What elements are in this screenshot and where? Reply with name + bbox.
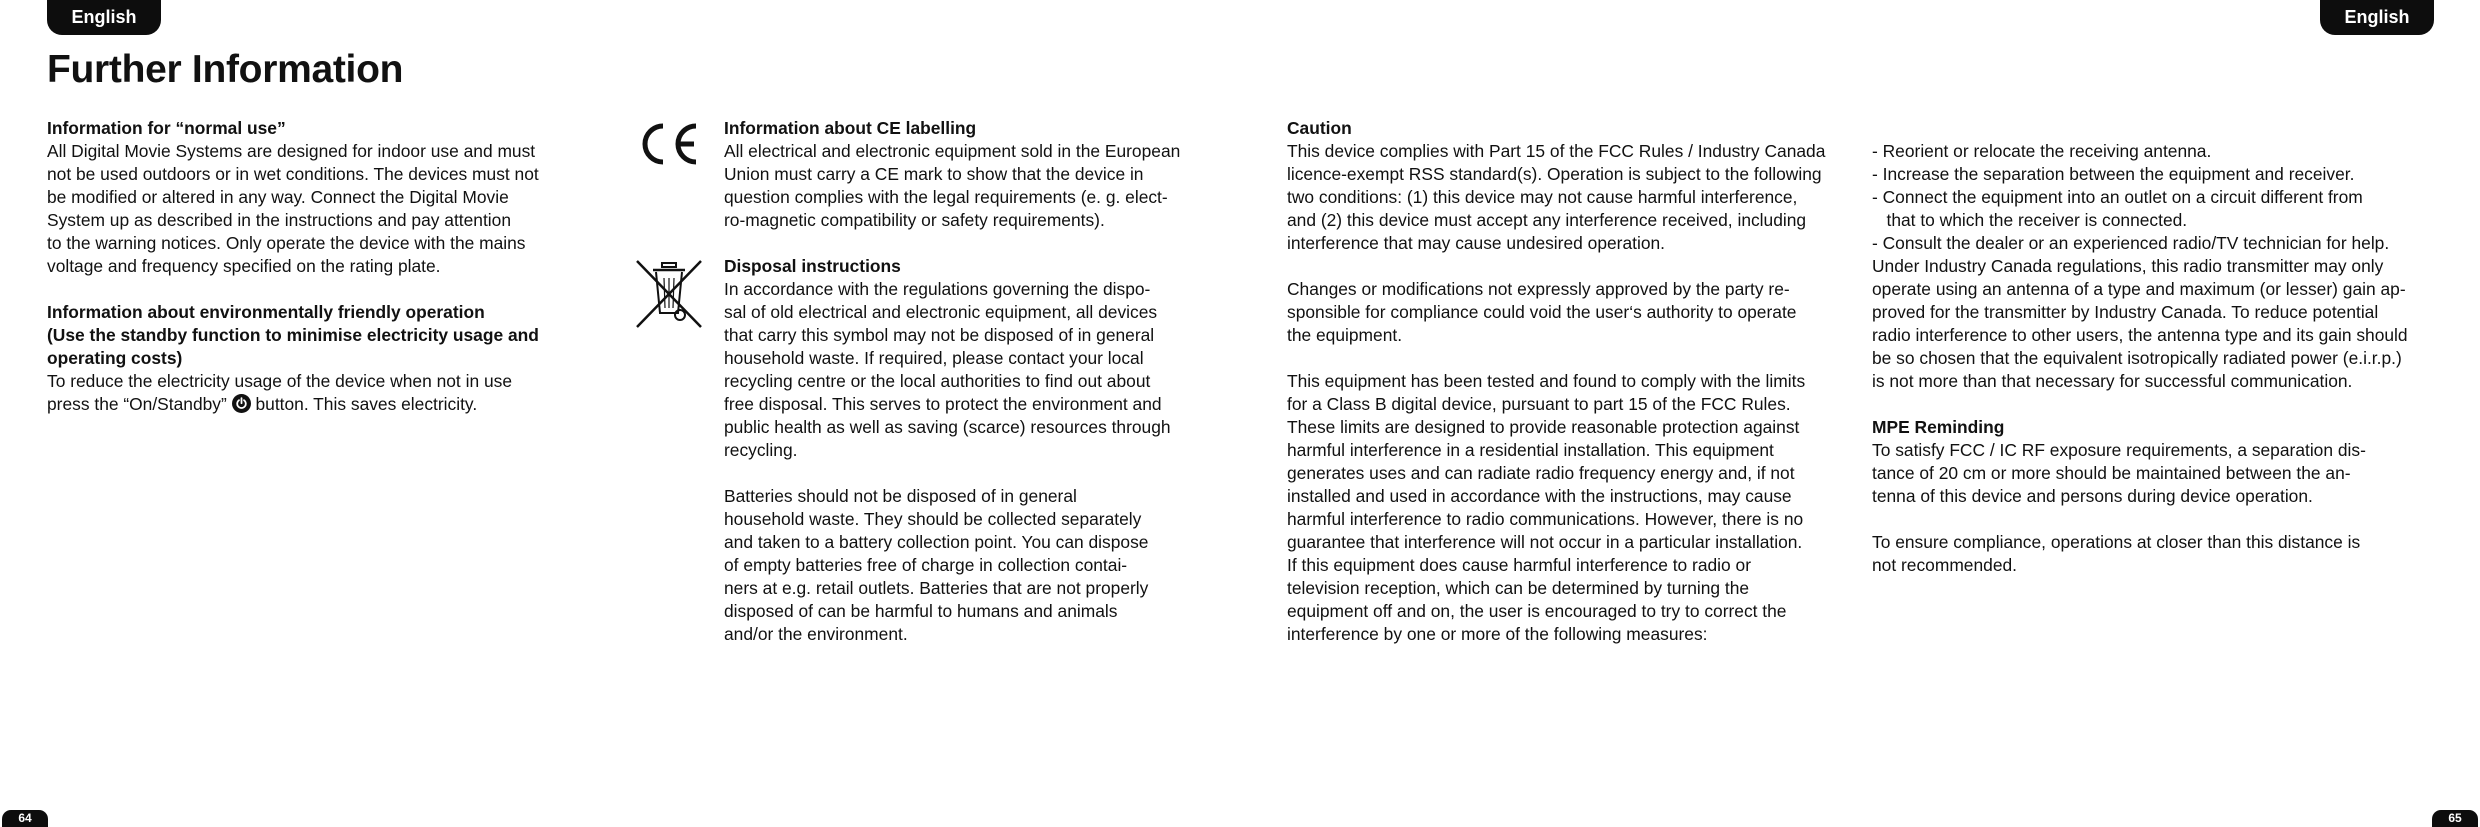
measure-line: - Consult the dealer or an experienced radio/TV technician for help. <box>1872 233 2390 253</box>
normal-use-heading: Information for “normal use” <box>47 118 286 138</box>
disposal-line: free disposal. This serves to protect the environment and <box>724 394 1162 414</box>
caution-line: This device complies with Part 15 of the FCC Rules / Industry Canada <box>1287 141 1826 161</box>
caution-line: licence-exempt RSS standard(s). Operation is subject to the following <box>1287 164 1822 184</box>
tested-line: This equipment has been tested and found to comply with the limits <box>1287 371 1806 391</box>
ce-heading: Information about CE labelling <box>724 118 977 138</box>
measure-line: - Connect the equipment into an outlet on a circuit different from <box>1872 187 2363 207</box>
tested-line: interference by one or more of the following measures: <box>1287 624 1708 644</box>
env-heading-line: (Use the standby function to minimise electricity usage and <box>47 325 539 345</box>
changes-line: sponsible for compliance could void the user‘s authority to operate <box>1287 302 1797 322</box>
canada-line: proved for the transmitter by Industry Canada. To reduce potential <box>1872 302 2379 322</box>
caution-line: interference that may cause undesired operation. <box>1287 233 1665 253</box>
ce-line: Union must carry a CE mark to show that the device in <box>724 164 1144 184</box>
mpe-line: tance of 20 cm or more should be maintained between the an- <box>1872 463 2351 483</box>
env-line-after: button. This saves electricity. <box>255 394 478 414</box>
caution-heading: Caution <box>1287 118 1352 138</box>
normal-use-line: to the warning notices. Only operate the device with the mains <box>47 233 526 253</box>
normal-use-line: All Digital Movie Systems are designed for indoor use and must <box>47 141 536 161</box>
battery-line: and taken to a battery collection point. You can dispose <box>724 532 1149 552</box>
column-normal-use <box>47 117 587 416</box>
canada-line: operate using an antenna of a type and maximum (or lesser) gain ap- <box>1872 279 2406 299</box>
battery-line: and/or the environment. <box>724 624 908 644</box>
disposal-line: In accordance with the regulations governing the dispo- <box>724 279 1151 299</box>
disposal-line: household waste. If required, please contact your local <box>724 348 1144 368</box>
mpe-line: tenna of this device and persons during device operation. <box>1872 486 2313 506</box>
caution-line: two conditions: (1) this device may not cause harmful interference, <box>1287 187 1798 207</box>
tested-line: guarantee that interference will not occur in a particular installation. <box>1287 532 1803 552</box>
env-line-standby <box>47 393 587 416</box>
env-heading-line: operating costs) <box>47 348 183 368</box>
disposal-heading: Disposal instructions <box>724 256 901 276</box>
tested-line: harmful interference in a residential installation. This equipment <box>1287 440 1774 460</box>
tested-line: installed and used in accordance with the instructions, may cause <box>1287 486 1792 506</box>
disposal-line: public health as well as saving (scarce) resources through <box>724 417 1171 437</box>
page-title: Further Information <box>47 48 404 91</box>
power-standby-icon <box>232 394 251 413</box>
disposal-line: recycling centre or the local authorities to find out about <box>724 371 1151 391</box>
language-tab-left: English <box>47 0 161 35</box>
tested-line: harmful interference to radio communications. However, there is no <box>1287 509 1804 529</box>
battery-line: household waste. They should be collected separately <box>724 509 1142 529</box>
normal-use-line: be modified or altered in any way. Connect the Digital Movie <box>47 187 509 207</box>
canada-line: is not more than that necessary for successful communication. <box>1872 371 2353 391</box>
battery-line: ners at e.g. retail outlets. Batteries that are not properly <box>724 578 1149 598</box>
language-tab-right: English <box>2320 0 2434 35</box>
env-line-before: press the “On/Standby” <box>47 394 227 414</box>
battery-line: Batteries should not be disposed of in general <box>724 486 1077 506</box>
tested-line: These limits are designed to provide reasonable protection against <box>1287 417 1800 437</box>
env-heading-line: Information about environmentally friendly operation <box>47 302 485 322</box>
compliance-line: To ensure compliance, operations at closer than this distance is <box>1872 532 2361 552</box>
tested-line: equipment off and on, the user is encouraged to try to correct the <box>1287 601 1787 621</box>
tested-line: If this equipment does cause harmful interference to radio or <box>1287 555 1752 575</box>
ce-mark-icon <box>636 119 702 169</box>
tested-line: generates uses and can radiate radio frequency energy and, if not <box>1287 463 1795 483</box>
caution-line: and (2) this device must accept any interference received, including <box>1287 210 1807 230</box>
canada-line: be so chosen that the equivalent isotropically radiated power (e.i.r.p.) <box>1872 348 2402 368</box>
changes-line: Changes or modifications not expressly approved by the party re- <box>1287 279 1790 299</box>
measure-line: that to which the receiver is connected. <box>1872 210 2188 230</box>
compliance-line: not recommended. <box>1872 555 2018 575</box>
normal-use-line: voltage and frequency specified on the rating plate. <box>47 256 441 276</box>
disposal-line: that carry this symbol may not be disposed of in general <box>724 325 1155 345</box>
tested-line: for a Class B digital device, pursuant to part 15 of the FCC Rules. <box>1287 394 1791 414</box>
canada-line: radio interference to other users, the antenna type and its gain should <box>1872 325 2408 345</box>
tested-line: television reception, which can be determined by turning the <box>1287 578 1750 598</box>
ce-line: ro-magnetic compatibility or safety requirements). <box>724 210 1105 230</box>
ce-line: question complies with the legal requirements (e. g. elect- <box>724 187 1168 207</box>
normal-use-line: System up as described in the instructions and pay attention <box>47 210 512 230</box>
column-caution <box>1287 117 1857 646</box>
measure-line: - Increase the separation between the equipment and receiver. <box>1872 164 2355 184</box>
mpe-line: To satisfy FCC / IC RF exposure requirements, a separation dis- <box>1872 440 2366 460</box>
mpe-heading: MPE Reminding <box>1872 417 2005 437</box>
column-ce-disposal <box>724 117 1204 646</box>
page-number-right: 65 <box>2432 810 2478 827</box>
ce-line: All electrical and electronic equipment sold in the European <box>724 141 1181 161</box>
disposal-line: recycling. <box>724 440 798 460</box>
canada-line: Under Industry Canada regulations, this radio transmitter may only <box>1872 256 2384 276</box>
crossed-out-bin-icon <box>634 258 704 330</box>
disposal-line: sal of old electrical and electronic equipment, all devices <box>724 302 1158 322</box>
battery-line: of empty batteries free of charge in collection contai- <box>724 555 1128 575</box>
page-number-left: 64 <box>2 810 48 827</box>
normal-use-line: not be used outdoors or in wet conditions. The devices must not <box>47 164 539 184</box>
env-line: To reduce the electricity usage of the device when not in use <box>47 371 512 391</box>
column-measures <box>1872 117 2442 577</box>
changes-line: the equipment. <box>1287 325 1403 345</box>
battery-line: disposed of can be harmful to humans and animals <box>724 601 1118 621</box>
measure-line: - Reorient or relocate the receiving antenna. <box>1872 141 2212 161</box>
